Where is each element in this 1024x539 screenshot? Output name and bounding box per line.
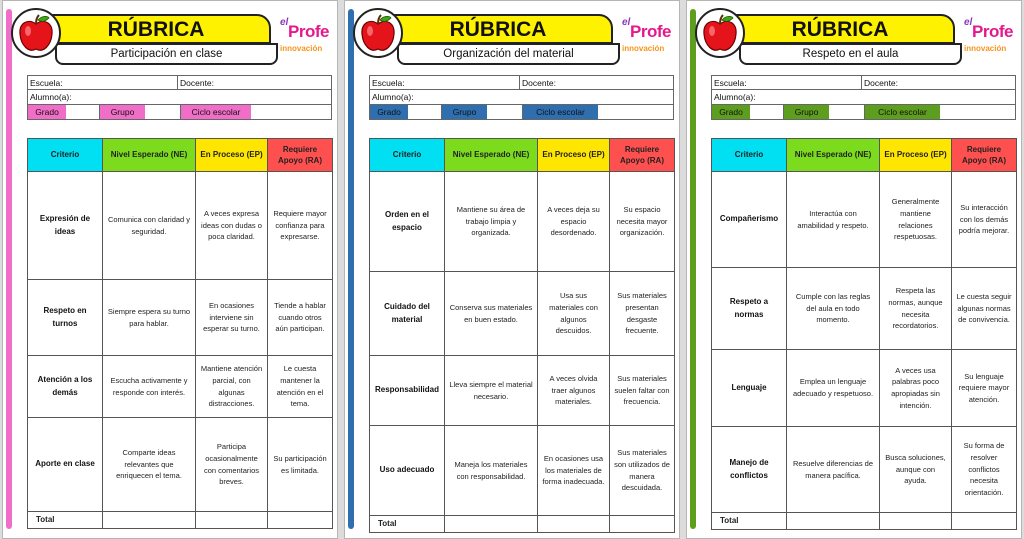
ep-cell: Generalmente mantiene relaciones respetuosas. bbox=[880, 172, 952, 268]
logo-text-innovacion: innovación bbox=[280, 44, 323, 53]
criterion-cell: Atención a los demás bbox=[28, 356, 103, 418]
rubric-subtitle: Respeto en el aula bbox=[739, 43, 962, 65]
rubric-row bbox=[712, 427, 1017, 513]
header-ep: En Proceso (EP) bbox=[538, 139, 610, 172]
rubric-subtitle: Organización del material bbox=[397, 43, 620, 65]
ciclo-input[interactable] bbox=[598, 105, 673, 119]
grupo-input[interactable] bbox=[487, 105, 523, 119]
ep-cell: A veces deja su espacio desordenado. bbox=[538, 172, 610, 272]
criterion-cell: Lenguaje bbox=[712, 350, 787, 427]
total-row bbox=[712, 513, 1017, 530]
ciclo-label: Ciclo escolar bbox=[523, 105, 598, 119]
criterion-cell: Orden en el espacio bbox=[370, 172, 445, 272]
alumno-field[interactable]: Alumno(a): bbox=[372, 92, 414, 102]
ne-cell: Siempre espera su turno para hablar. bbox=[103, 280, 196, 356]
header-ra: Requiere Apoyo (RA) bbox=[268, 139, 333, 172]
criterion-cell: Respeto en turnos bbox=[28, 280, 103, 356]
ne-cell: Resuelve diferencias de manera pacífica. bbox=[787, 427, 880, 513]
criterion-cell: Respeto a normas bbox=[712, 268, 787, 350]
grupo-label: Grupo bbox=[442, 105, 487, 119]
logo-text-innovacion: innovación bbox=[964, 44, 1007, 53]
total-label: Total bbox=[712, 513, 787, 530]
total-label: Total bbox=[28, 512, 103, 529]
apple-icon bbox=[695, 8, 745, 58]
alumno-field[interactable]: Alumno(a): bbox=[714, 92, 756, 102]
rubric-row bbox=[28, 280, 333, 356]
escuela-field[interactable]: Escuela: bbox=[712, 76, 862, 89]
ne-cell: Maneja los materiales con responsabilidad. bbox=[445, 426, 538, 516]
student-info-form bbox=[369, 75, 674, 120]
header-criterio: Criterio bbox=[28, 139, 103, 172]
ne-cell: Conserva sus materiales en buen estado. bbox=[445, 272, 538, 356]
ra-cell: Tiende a hablar cuando otros aún participan. bbox=[268, 280, 333, 356]
page-title: RÚBRICA bbox=[41, 14, 271, 44]
logo-text-el: el bbox=[964, 17, 973, 28]
ra-cell: Requiere mayor confianza para expresarse. bbox=[268, 172, 333, 280]
total-ra-cell[interactable] bbox=[610, 516, 675, 533]
ep-cell: En ocasiones usa los materiales de forma inadecuada. bbox=[538, 426, 610, 516]
header-row bbox=[28, 139, 333, 172]
ra-cell: Su participación es limitada. bbox=[268, 418, 333, 512]
total-ne-cell[interactable] bbox=[445, 516, 538, 533]
total-label: Total bbox=[370, 516, 445, 533]
ciclo-input[interactable] bbox=[251, 105, 331, 119]
ne-cell: Comparte ideas relevantes que enriquecen el tema. bbox=[103, 418, 196, 512]
rubric-row bbox=[28, 356, 333, 418]
criterion-cell: Responsabilidad bbox=[370, 356, 445, 426]
ne-cell: Comunica con claridad y seguridad. bbox=[103, 172, 196, 280]
grado-label: Grado bbox=[712, 105, 750, 119]
ep-cell: Participa ocasionalmente con comentarios breves. bbox=[196, 418, 268, 512]
logo-text-profe: Profe bbox=[288, 22, 329, 41]
header-ep: En Proceso (EP) bbox=[196, 139, 268, 172]
ep-cell: Mantiene atención parcial, con algunas distracciones. bbox=[196, 356, 268, 418]
header-row bbox=[370, 139, 675, 172]
rubric-row bbox=[712, 350, 1017, 427]
grado-input[interactable] bbox=[750, 105, 784, 119]
header-ra: Requiere Apoyo (RA) bbox=[952, 139, 1017, 172]
header-criterio: Criterio bbox=[712, 139, 787, 172]
ne-cell: Cumple con las reglas del aula en todo momento. bbox=[787, 268, 880, 350]
total-ra-cell[interactable] bbox=[952, 513, 1017, 530]
rubric-row bbox=[28, 418, 333, 512]
rubric-row bbox=[370, 272, 675, 356]
escuela-field[interactable]: Escuela: bbox=[370, 76, 520, 89]
rubric-page-1 bbox=[2, 0, 338, 539]
ra-cell: Le cuesta mantener la atención en el tema. bbox=[268, 356, 333, 418]
el-profe-logo bbox=[278, 14, 334, 60]
total-row bbox=[370, 516, 675, 533]
rubric-page-2 bbox=[344, 0, 680, 539]
ep-cell: A veces expresa ideas con dudas o poca claridad. bbox=[196, 172, 268, 280]
apple-icon bbox=[11, 8, 61, 58]
page-title: RÚBRICA bbox=[383, 14, 613, 44]
ep-cell: A veces usa palabras poco apropiadas sin intención. bbox=[880, 350, 952, 427]
total-ep-cell[interactable] bbox=[880, 513, 952, 530]
grupo-input[interactable] bbox=[829, 105, 865, 119]
ne-cell: Escucha activamente y responde con interés. bbox=[103, 356, 196, 418]
rubric-row bbox=[712, 172, 1017, 268]
page-spine bbox=[348, 9, 354, 529]
page-spine bbox=[6, 9, 12, 529]
grado-input[interactable] bbox=[408, 105, 442, 119]
ra-cell: Sus materiales son utilizados de manera descuidada. bbox=[610, 426, 675, 516]
rubric-table bbox=[711, 138, 1017, 530]
grupo-input[interactable] bbox=[145, 105, 181, 119]
apple-icon bbox=[353, 8, 403, 58]
rubric-row bbox=[370, 356, 675, 426]
total-ep-cell[interactable] bbox=[196, 512, 268, 529]
ciclo-input[interactable] bbox=[940, 105, 1015, 119]
rubric-table bbox=[27, 138, 333, 529]
header-ep: En Proceso (EP) bbox=[880, 139, 952, 172]
ep-cell: Busca soluciones, aunque con ayuda. bbox=[880, 427, 952, 513]
grado-label: Grado bbox=[370, 105, 408, 119]
page-title: RÚBRICA bbox=[725, 14, 955, 44]
ep-cell: A veces olvida traer algunos materiales. bbox=[538, 356, 610, 426]
header-ne: Nivel Esperado (NE) bbox=[445, 139, 538, 172]
rubric-row bbox=[370, 172, 675, 272]
ep-cell: En ocasiones interviene sin esperar su turno. bbox=[196, 280, 268, 356]
logo-text-el: el bbox=[622, 17, 631, 28]
total-ep-cell[interactable] bbox=[538, 516, 610, 533]
header-criterio: Criterio bbox=[370, 139, 445, 172]
logo-text-profe: Profe bbox=[972, 22, 1013, 41]
rubric-table bbox=[369, 138, 675, 533]
docente-field[interactable]: Docente: bbox=[522, 78, 557, 88]
header-ne: Nivel Esperado (NE) bbox=[787, 139, 880, 172]
docente-field[interactable]: Docente: bbox=[180, 78, 215, 88]
header-row bbox=[712, 139, 1017, 172]
grupo-label: Grupo bbox=[784, 105, 829, 119]
ra-cell: Su forma de resolver conflictos necesita orientación. bbox=[952, 427, 1017, 513]
ne-cell: Interactúa con amabilidad y respeto. bbox=[787, 172, 880, 268]
criterion-cell: Expresión de ideas bbox=[28, 172, 103, 280]
alumno-field[interactable]: Alumno(a): bbox=[30, 92, 72, 102]
el-profe-logo bbox=[962, 14, 1018, 60]
total-ra-cell[interactable] bbox=[268, 512, 333, 529]
escuela-field[interactable]: Escuela: bbox=[28, 76, 178, 89]
ep-cell: Respeta las normas, aunque necesita recordatorios. bbox=[880, 268, 952, 350]
docente-field[interactable]: Docente: bbox=[864, 78, 899, 88]
ra-cell: Su lenguaje requiere mayor atención. bbox=[952, 350, 1017, 427]
criterion-cell: Uso adecuado bbox=[370, 426, 445, 516]
ciclo-label: Ciclo escolar bbox=[181, 105, 251, 119]
total-ne-cell[interactable] bbox=[787, 513, 880, 530]
ra-cell: Su espacio necesita mayor organización. bbox=[610, 172, 675, 272]
rubric-row bbox=[712, 268, 1017, 350]
ra-cell: Sus materiales suelen faltar con frecuencia. bbox=[610, 356, 675, 426]
grupo-label: Grupo bbox=[100, 105, 145, 119]
ra-cell: Sus materiales presentan desgaste frecuente. bbox=[610, 272, 675, 356]
rubric-subtitle: Participación en clase bbox=[55, 43, 278, 65]
ciclo-label: Ciclo escolar bbox=[865, 105, 940, 119]
ep-cell: Usa sus materiales con algunos descuidos. bbox=[538, 272, 610, 356]
total-row bbox=[28, 512, 333, 529]
rubric-row bbox=[370, 426, 675, 516]
ne-cell: Lleva siempre el material necesario. bbox=[445, 356, 538, 426]
criterion-cell: Aporte en clase bbox=[28, 418, 103, 512]
logo-text-innovacion: innovación bbox=[622, 44, 665, 53]
ra-cell: Le cuesta seguir algunas normas de convivencia. bbox=[952, 268, 1017, 350]
ne-cell: Mantiene su área de trabajo limpia y organizada. bbox=[445, 172, 538, 272]
criterion-cell: Compañerismo bbox=[712, 172, 787, 268]
rubric-row bbox=[28, 172, 333, 280]
criterion-cell: Manejo de conflictos bbox=[712, 427, 787, 513]
grado-input[interactable] bbox=[66, 105, 100, 119]
header-ne: Nivel Esperado (NE) bbox=[103, 139, 196, 172]
logo-text-profe: Profe bbox=[630, 22, 671, 41]
student-info-form bbox=[711, 75, 1016, 120]
rubric-page-3 bbox=[686, 0, 1022, 539]
grado-label: Grado bbox=[28, 105, 66, 119]
criterion-cell: Cuidado del material bbox=[370, 272, 445, 356]
el-profe-logo bbox=[620, 14, 676, 60]
ra-cell: Su interacción con los demás podría mejorar. bbox=[952, 172, 1017, 268]
logo-text-el: el bbox=[280, 17, 289, 28]
header-ra: Requiere Apoyo (RA) bbox=[610, 139, 675, 172]
total-ne-cell[interactable] bbox=[103, 512, 196, 529]
ne-cell: Emplea un lenguaje adecuado y respetuoso. bbox=[787, 350, 880, 427]
student-info-form bbox=[27, 75, 332, 120]
page-spine bbox=[690, 9, 696, 529]
